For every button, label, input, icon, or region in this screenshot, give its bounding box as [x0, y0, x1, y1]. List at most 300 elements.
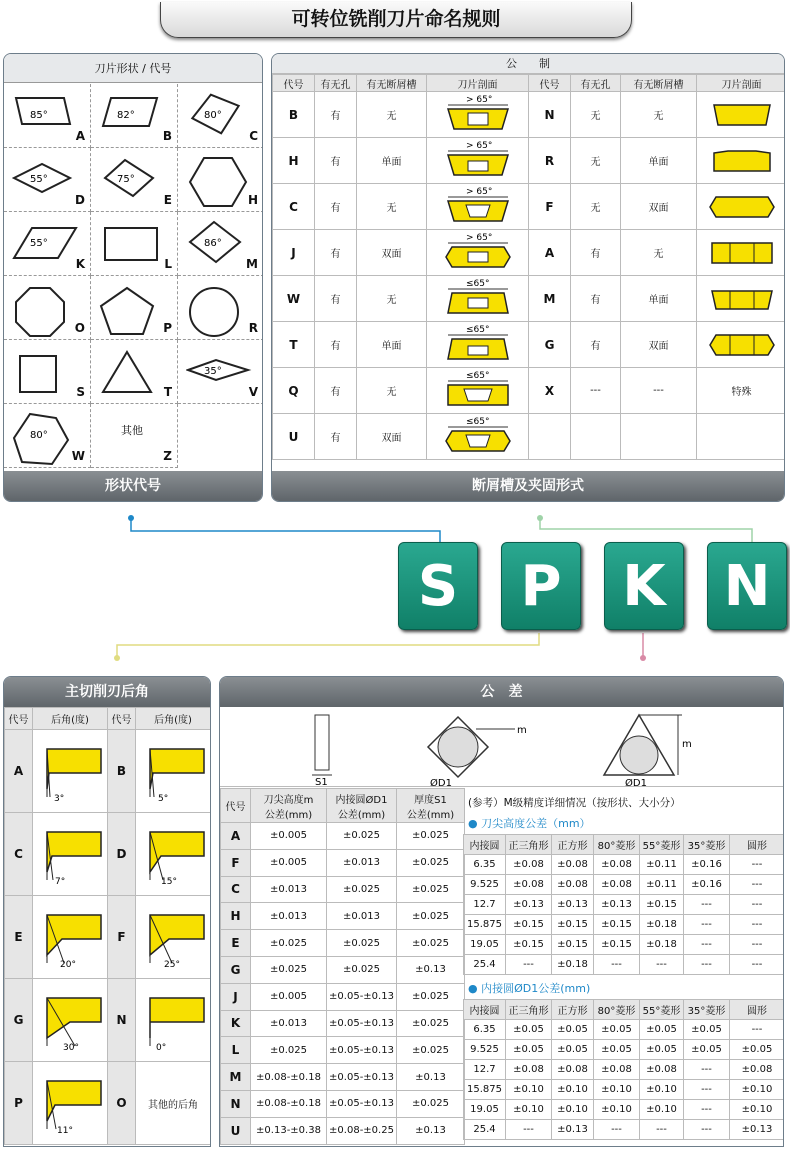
sub-value: ---	[730, 895, 785, 915]
shape-cell-l	[91, 212, 178, 276]
tolerance-diagrams	[220, 707, 783, 787]
shape-cell-t	[91, 340, 178, 404]
reference-title: (参考）M级精度详细情况（按形状、大小分）	[468, 797, 681, 809]
shape-angle-label: 55°	[30, 174, 48, 185]
chip-profile	[697, 184, 786, 230]
sub-value: ---	[730, 875, 785, 895]
tolerance-col-header: 厚度S1 公差(mm)	[397, 789, 465, 823]
shape-grid	[4, 84, 263, 472]
sub-value: 9.525	[464, 875, 506, 895]
chip-profile	[697, 138, 786, 184]
sub-value: ---	[684, 1120, 730, 1140]
sub-value: ±0.13	[506, 895, 552, 915]
sub-value: 12.7	[464, 1060, 506, 1080]
clearance-code: N	[108, 979, 136, 1062]
shape-k-icon	[12, 220, 80, 274]
shape-h-icon	[186, 156, 254, 210]
clearance-code: O	[108, 1062, 136, 1145]
shape-t-icon	[99, 348, 167, 402]
chip-code: N	[529, 92, 571, 138]
sub-value: ±0.08	[594, 1060, 640, 1080]
sub-value: ±0.05	[640, 1020, 684, 1040]
shape-code: C	[249, 129, 258, 143]
svg-text:> 65°: > 65°	[465, 141, 492, 151]
chip-code: R	[529, 138, 571, 184]
chip-hole: 有	[315, 414, 357, 460]
code-letter-tolerance: K	[604, 542, 684, 630]
tolerance-value: ±0.08-±0.25	[327, 1117, 397, 1144]
clearance-wedge-icon	[138, 735, 208, 805]
chip-row	[273, 414, 786, 460]
clearance-angle	[33, 813, 108, 896]
sub-row	[464, 895, 785, 915]
chip-row	[273, 322, 786, 368]
sub-col-header: 正三角形	[506, 835, 552, 855]
clearance-row	[5, 896, 211, 979]
chip-groove: 双面	[357, 414, 427, 460]
sub-value: ±0.18	[552, 955, 594, 975]
shape-v-icon	[186, 348, 254, 402]
chip-hole: 有	[315, 322, 357, 368]
chip-profile	[697, 230, 786, 276]
clearance-col-header: 后角(度)	[33, 708, 108, 730]
sub-value: ±0.08	[506, 875, 552, 895]
chip-code: J	[273, 230, 315, 276]
tolerance-code: C	[221, 876, 251, 903]
sub-value: 15.875	[464, 915, 506, 935]
tolerance-row	[221, 930, 465, 957]
sub-value: ±0.10	[640, 1080, 684, 1100]
m-label-square: m	[517, 725, 527, 736]
shape-cell-v	[178, 340, 263, 404]
shape-angle-label: 82°	[117, 110, 135, 121]
sub-value: ---	[730, 1020, 785, 1040]
tolerance-value: ±0.025	[327, 876, 397, 903]
chip-hole: 有	[315, 92, 357, 138]
shape-r-icon	[186, 284, 254, 338]
chip-code: B	[273, 92, 315, 138]
svg-text:≤65°: ≤65°	[465, 279, 489, 289]
sub-row	[464, 1040, 785, 1060]
sub-value: ---	[684, 935, 730, 955]
clearance-angle	[136, 896, 211, 979]
tolerance-value: ±0.013	[327, 903, 397, 930]
chipbreaker-panel	[271, 53, 785, 502]
sub-value: ±0.16	[684, 855, 730, 875]
shape-angle-label: 85°	[30, 110, 48, 121]
clearance-code: P	[5, 1062, 33, 1145]
sub-value: ±0.10	[730, 1100, 785, 1120]
chip-empty-cell	[621, 414, 697, 460]
clearance-table	[4, 707, 211, 1145]
tolerance-panel-header: 公 差	[220, 677, 783, 707]
sub-value: ±0.05	[640, 1040, 684, 1060]
sub-value: ---	[640, 1120, 684, 1140]
tolerance-value: ±0.13	[397, 1064, 465, 1091]
chip-groove: 双面	[621, 184, 697, 230]
clearance-wedge-icon	[35, 1067, 105, 1137]
chip-col-header: 有无孔	[315, 75, 357, 92]
sub-value: ±0.11	[640, 855, 684, 875]
sub-value: ±0.10	[594, 1100, 640, 1120]
tolerance-code: E	[221, 930, 251, 957]
sub-value: ±0.15	[640, 895, 684, 915]
tip-height-table	[463, 834, 784, 975]
svg-text:3°: 3°	[54, 793, 65, 804]
shape-m-icon	[186, 220, 254, 274]
shape-angle-label: 80°	[30, 430, 48, 441]
sub-value: ---	[684, 1060, 730, 1080]
tolerance-row	[221, 956, 465, 983]
chip-row	[273, 230, 786, 276]
chip-code: G	[529, 322, 571, 368]
shape-cell-d	[4, 148, 91, 212]
svg-text:≤65°: ≤65°	[465, 325, 489, 335]
code-letter-chipbreaker: N	[707, 542, 787, 630]
chip-col-header: 刀片剖面	[697, 75, 786, 92]
sub-value: ---	[594, 955, 640, 975]
shape-cell-k	[4, 212, 91, 276]
square-diagram	[428, 717, 515, 777]
svg-text:≤65°: ≤65°	[465, 371, 489, 381]
svg-text:> 65°: > 65°	[465, 233, 492, 243]
tolerance-value: ±0.05-±0.13	[327, 1064, 397, 1091]
sub-value: ±0.05	[594, 1040, 640, 1060]
clearance-code: F	[108, 896, 136, 979]
insert-profile-icon	[702, 93, 782, 133]
sub-value: ---	[506, 955, 552, 975]
chip-header-row	[273, 75, 786, 92]
chip-panel-footer: 断屑槽及夹固形式	[272, 471, 784, 501]
sub-value: ±0.08	[730, 1060, 785, 1080]
clearance-angle	[33, 730, 108, 813]
shape-cell-p	[91, 276, 178, 340]
shape-cell-s	[4, 340, 91, 404]
shape-code: S	[76, 385, 85, 399]
sub-col-header: 圆形	[730, 1000, 785, 1020]
chip-code: F	[529, 184, 571, 230]
chip-hole: 有	[571, 230, 621, 276]
tolerance-code: L	[221, 1037, 251, 1064]
chip-code: X	[529, 368, 571, 414]
tolerance-panel	[219, 676, 784, 1147]
shape-cell-w	[4, 404, 91, 468]
tolerance-row	[221, 1010, 465, 1037]
svg-text:0°: 0°	[156, 1042, 167, 1053]
chip-row	[273, 368, 786, 414]
chip-profile	[697, 92, 786, 138]
tolerance-value: ±0.08-±0.18	[251, 1064, 327, 1091]
clearance-panel	[3, 676, 211, 1147]
sub-value: ±0.08	[552, 855, 594, 875]
shape-code: B	[162, 129, 172, 143]
sub-value: ±0.05	[552, 1020, 594, 1040]
tolerance-code: M	[221, 1064, 251, 1091]
svg-text:> 65°: > 65°	[465, 187, 492, 197]
sub-value: ±0.08	[640, 1060, 684, 1080]
m-label-triangle: m	[682, 739, 692, 750]
shape-code: V	[248, 385, 258, 399]
insert-profile-icon	[702, 231, 782, 271]
tolerance-value: ±0.13	[397, 1117, 465, 1144]
shape-l-icon	[99, 220, 167, 274]
sub-value: 19.05	[464, 1100, 506, 1120]
sub-value: ±0.05	[684, 1040, 730, 1060]
clearance-header-row	[5, 708, 211, 730]
shape-code: E	[163, 193, 172, 207]
shape-cell-b	[91, 84, 178, 148]
sub-value: ±0.05	[684, 1020, 730, 1040]
chip-empty-cell	[529, 414, 571, 460]
sub-value: ±0.08	[594, 855, 640, 875]
clearance-row	[5, 1062, 211, 1145]
shape-code: M	[246, 257, 258, 271]
tolerance-value: ±0.013	[251, 903, 327, 930]
sub-col-header: 正方形	[552, 835, 594, 855]
thickness-diagram	[315, 715, 329, 770]
insert-profile-icon	[438, 369, 518, 409]
chip-code: H	[273, 138, 315, 184]
clearance-code: C	[5, 813, 33, 896]
chip-profile	[427, 322, 529, 368]
tolerance-code: F	[221, 849, 251, 876]
chip-profile: 特殊	[697, 368, 786, 414]
chip-empty-cell	[697, 414, 786, 460]
clearance-wedge-icon	[138, 901, 208, 971]
tolerance-row	[221, 1064, 465, 1091]
sub-value: ---	[684, 1100, 730, 1120]
chip-hole: 无	[571, 138, 621, 184]
insert-profile-icon	[438, 231, 518, 271]
sub-value: ±0.10	[506, 1080, 552, 1100]
tolerance-row	[221, 1037, 465, 1064]
chip-hole: 无	[571, 184, 621, 230]
chip-profile	[427, 230, 529, 276]
clearance-angle: 其他的后角	[136, 1062, 211, 1145]
tolerance-value: ±0.05-±0.13	[327, 1010, 397, 1037]
svg-text:20°: 20°	[60, 959, 76, 970]
sub-value: 6.35	[464, 1020, 506, 1040]
shape-code: L	[164, 257, 172, 271]
chip-groove: 无	[621, 230, 697, 276]
code-letter-shape: S	[398, 542, 478, 630]
sub-value: 19.05	[464, 935, 506, 955]
svg-text:7°: 7°	[55, 876, 66, 887]
tolerance-value: ±0.13-±0.38	[251, 1117, 327, 1144]
clearance-wedge-icon	[35, 901, 105, 971]
tolerance-row	[221, 876, 465, 903]
sub-header-row	[464, 1000, 785, 1020]
sub-value: ±0.10	[640, 1100, 684, 1120]
sub-value: ±0.05	[594, 1020, 640, 1040]
insert-profile-icon	[438, 139, 518, 179]
shape-panel-header: 刀片形状 / 代号	[4, 54, 262, 83]
sub-value: ---	[594, 1120, 640, 1140]
sub-col-header: 内接圆	[464, 835, 506, 855]
sub-col-header: 35°菱形	[684, 835, 730, 855]
tolerance-row	[221, 1117, 465, 1144]
clearance-code: A	[5, 730, 33, 813]
tolerance-value: ±0.025	[251, 1037, 327, 1064]
chip-code: A	[529, 230, 571, 276]
chip-groove: 双面	[357, 230, 427, 276]
tolerance-value: ±0.025	[397, 1037, 465, 1064]
shape-other-label: 其他	[121, 424, 143, 437]
sub-col-header: 35°菱形	[684, 1000, 730, 1020]
chip-profile	[697, 276, 786, 322]
chip-code: C	[273, 184, 315, 230]
svg-text:> 65°: > 65°	[465, 95, 492, 105]
shape-cell-m	[178, 212, 263, 276]
clearance-wedge-icon	[35, 818, 105, 888]
tolerance-col-header: 刀尖高度m 公差(mm)	[251, 789, 327, 823]
sub-value: ±0.05	[506, 1020, 552, 1040]
shape-cell-e	[91, 148, 178, 212]
sub-value: 9.525	[464, 1040, 506, 1060]
shape-c-icon	[186, 92, 254, 146]
circle-subtitle-text: 内接圆ØD1公差(mm)	[481, 982, 591, 995]
sub-value: ±0.18	[640, 935, 684, 955]
chip-hole: 有	[315, 184, 357, 230]
sub-value: 25.4	[464, 1120, 506, 1140]
sub-row	[464, 915, 785, 935]
clearance-panel-header: 主切削刃后角	[4, 677, 210, 707]
sub-value: ±0.15	[506, 935, 552, 955]
chip-row	[273, 92, 786, 138]
tolerance-code: J	[221, 983, 251, 1010]
sub-value: ±0.15	[552, 935, 594, 955]
sub-value: ---	[640, 955, 684, 975]
sub-value: ---	[730, 915, 785, 935]
shape-a-icon	[12, 92, 80, 146]
tolerance-value: ±0.13	[397, 956, 465, 983]
chip-groove: 双面	[621, 322, 697, 368]
tolerance-col-header: 代号	[221, 789, 251, 823]
sub-col-header: 正三角形	[506, 1000, 552, 1020]
tolerance-value: ±0.025	[327, 956, 397, 983]
tolerance-row	[221, 903, 465, 930]
sub-col-header: 55°菱形	[640, 1000, 684, 1020]
tolerance-value: ±0.005	[251, 823, 327, 850]
insert-profile-icon	[438, 185, 518, 225]
chip-profile	[427, 138, 529, 184]
shape-w-icon	[12, 412, 80, 466]
tolerance-code: K	[221, 1010, 251, 1037]
tolerance-value: ±0.025	[251, 956, 327, 983]
sub-value: ---	[506, 1120, 552, 1140]
clearance-angle	[136, 979, 211, 1062]
chip-groove: 无	[357, 184, 427, 230]
sub-value: ±0.10	[730, 1080, 785, 1100]
clearance-wedge-icon	[138, 984, 208, 1054]
tolerance-row	[221, 983, 465, 1010]
tolerance-value: ±0.025	[397, 983, 465, 1010]
chip-profile	[427, 92, 529, 138]
sub-col-header: 圆形	[730, 835, 785, 855]
sub-value: ±0.13	[594, 895, 640, 915]
tolerance-value: ±0.013	[251, 1010, 327, 1037]
sub-value: 15.875	[464, 1080, 506, 1100]
chip-hole: 有	[315, 138, 357, 184]
sub-header-row	[464, 835, 785, 855]
tolerance-value: ±0.025	[397, 1010, 465, 1037]
sub-row	[464, 1080, 785, 1100]
sub-row	[464, 1120, 785, 1140]
sub-value: ---	[730, 955, 785, 975]
svg-text:15°: 15°	[161, 876, 177, 887]
sub-row	[464, 935, 785, 955]
shape-code: R	[248, 321, 258, 335]
insert-profile-icon	[702, 185, 782, 225]
sub-value: ---	[684, 955, 730, 975]
chip-code: T	[273, 322, 315, 368]
shape-code: D	[75, 193, 85, 207]
clearance-wedge-icon	[138, 818, 208, 888]
chip-empty-cell	[571, 414, 621, 460]
sub-value: ±0.10	[506, 1100, 552, 1120]
insert-profile-icon	[702, 323, 782, 363]
tolerance-code: U	[221, 1117, 251, 1144]
chip-hole: 有	[315, 276, 357, 322]
chip-groove: 单面	[357, 138, 427, 184]
clearance-angle	[136, 813, 211, 896]
tolerance-value: ±0.08-±0.18	[251, 1090, 327, 1117]
shape-panel	[3, 53, 263, 502]
svg-text:≤65°: ≤65°	[465, 417, 489, 427]
sub-row	[464, 955, 785, 975]
shape-cell-z	[91, 404, 178, 468]
sub-value: ---	[684, 895, 730, 915]
sub-row	[464, 875, 785, 895]
chip-groove: ---	[621, 368, 697, 414]
sub-value: ±0.08	[594, 875, 640, 895]
tolerance-value: ±0.025	[397, 1090, 465, 1117]
chip-panel-header: 公 制	[272, 54, 784, 74]
chip-col-header: 有无孔	[571, 75, 621, 92]
sub-col-header: 正方形	[552, 1000, 594, 1020]
clearance-col-header: 代号	[108, 708, 136, 730]
chip-profile	[427, 368, 529, 414]
insert-profile-icon	[702, 139, 782, 179]
shape-angle-label: 35°	[204, 366, 222, 377]
chip-col-header: 有无断屑槽	[357, 75, 427, 92]
chip-row	[273, 276, 786, 322]
chip-hole: 有	[315, 368, 357, 414]
inscribed-circle-table	[463, 999, 784, 1140]
s1-label: S1	[315, 777, 328, 787]
circle-subtitle: ● 内接圆ØD1公差(mm)	[468, 982, 591, 995]
tolerance-value: ±0.05-±0.13	[327, 1037, 397, 1064]
chip-code: Q	[273, 368, 315, 414]
clearance-col-header: 后角(度)	[136, 708, 211, 730]
tolerance-value: ±0.013	[251, 876, 327, 903]
shape-angle-label: 55°	[30, 238, 48, 249]
tolerance-value: ±0.005	[251, 849, 327, 876]
chip-hole: 有	[571, 276, 621, 322]
sub-value: 12.7	[464, 895, 506, 915]
svg-text:30°: 30°	[63, 1042, 79, 1053]
tolerance-value: ±0.025	[397, 849, 465, 876]
chip-groove: 无	[357, 276, 427, 322]
shape-panel-footer: 形状代号	[4, 471, 262, 501]
clearance-code: G	[5, 979, 33, 1062]
clearance-code: E	[5, 896, 33, 979]
shape-code: W	[71, 449, 85, 463]
clearance-row	[5, 979, 211, 1062]
chip-groove: 无	[357, 92, 427, 138]
chip-groove: 无	[621, 92, 697, 138]
shape-code: Z	[163, 449, 172, 463]
